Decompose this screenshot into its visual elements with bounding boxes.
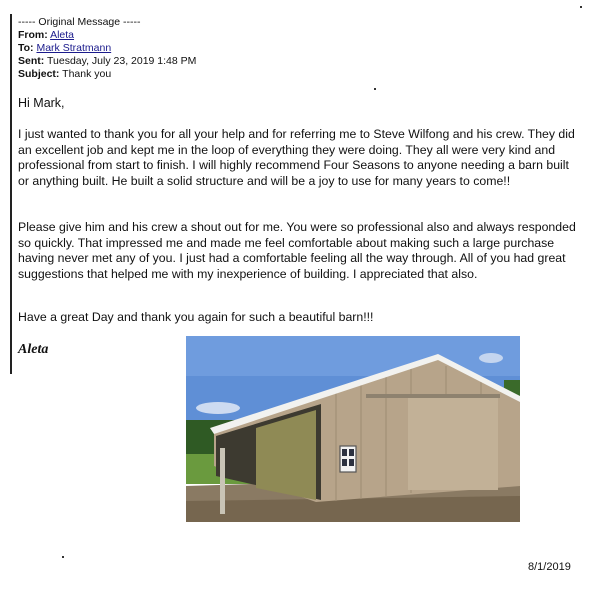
subject-value: Thank you	[62, 68, 112, 80]
to-row	[18, 42, 196, 55]
paragraph-2: Please give him and his crew a shout out for me. You were so professional also and always responded so quickly. That impressed me and made me feel comfortable about making such a large purchase having never met any of you. I just had a comfortable feeling all the way through. All of you had great suggestions that helped me with my inexperience of building. I appreciated that also.	[18, 220, 576, 281]
photo-cloud	[196, 402, 240, 414]
sent-row	[18, 55, 196, 68]
sent-value: Tuesday, July 23, 2019 1:48 PM	[46, 55, 197, 67]
to-label: To:	[18, 42, 34, 54]
from-label: From:	[18, 29, 48, 41]
original-message-separator: ----- Original Message -----	[18, 16, 141, 28]
email-header	[18, 16, 196, 81]
barn-photo	[186, 336, 520, 522]
from-row	[18, 29, 196, 42]
sent-label: Sent:	[18, 55, 45, 67]
paragraph-3: Have a great Day and thank you again for such a beautiful barn!!!	[18, 310, 374, 324]
scan-speck	[580, 6, 582, 8]
barn-sliding-door	[408, 398, 498, 490]
subject-row	[18, 68, 196, 81]
to-link[interactable]: Mark Stratmann	[36, 42, 112, 54]
paragraph-1: I just wanted to thank you for all your help and for referring me to Steve Wilfong and his crew. They did an excellent job and kept me in the loop of everything they were doing. They all were very kind and professional from start to finish. I will highly recommend Four Seasons to anyone needing a barn built or anything built. He built a solid structure and will be a joy to use for many years to come!!	[18, 127, 575, 188]
subject-label: Subject:	[18, 68, 60, 80]
greeting: Hi Mark,	[18, 96, 65, 110]
scan-speck	[374, 88, 376, 90]
quote-bar	[10, 14, 12, 374]
document-date: 8/1/2019	[528, 561, 571, 573]
signature: Aleta	[18, 342, 49, 357]
scan-speck	[62, 556, 64, 558]
from-link[interactable]: Aleta	[50, 29, 75, 41]
barn-lean-to-post	[220, 448, 225, 514]
